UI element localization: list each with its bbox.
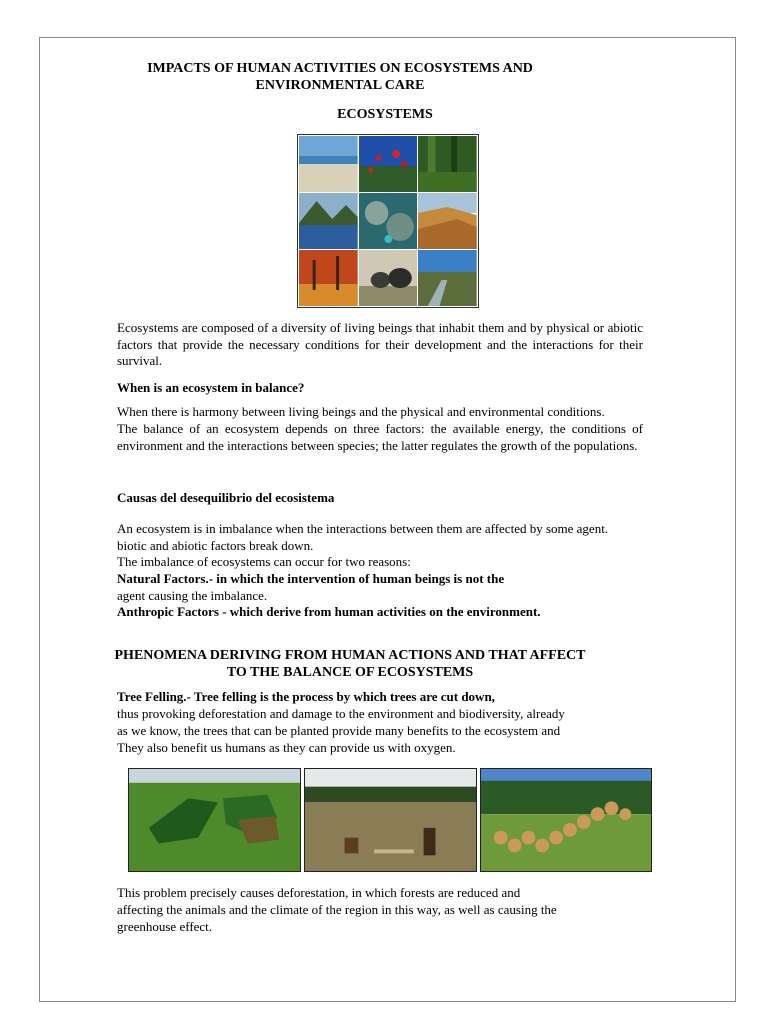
desert-image bbox=[418, 193, 477, 249]
balance-heading: When is an ecosystem in balance? bbox=[117, 380, 305, 395]
jungle-image bbox=[418, 136, 477, 192]
log-pile-image bbox=[480, 768, 652, 872]
mountain-lake-image bbox=[299, 193, 358, 249]
tree-felling-line-2: thus provoking deforestation and damage to the environment and biodiversity, already bbox=[117, 706, 565, 721]
tree-felling-line-1: Tree Felling.- Tree felling is the process by which trees are cut down, bbox=[117, 689, 495, 704]
balance-line: When there is harmony between living beings and the physical and environmental conditions. bbox=[117, 404, 605, 419]
ecosystems-image-mosaic bbox=[297, 134, 479, 308]
aerial-deforestation-image bbox=[128, 768, 301, 872]
autumn-forest-image bbox=[299, 250, 358, 306]
problem-line-2: affecting the animals and the climate of the region in this way, as well as causing the bbox=[117, 902, 557, 917]
elephants-image bbox=[359, 250, 418, 306]
anthropic-factors: Anthropic Factors - which derive from human activities on the environment. bbox=[117, 604, 541, 619]
clear-cut-forest-image bbox=[304, 768, 477, 872]
causes-line-3: The imbalance of ecosystems can occur for two reasons: bbox=[117, 554, 411, 569]
intro-paragraph: Ecosystems are composed of a diversity of living beings that inhabit them and by physical or abiotic factors that provide the necessary conditions for their development and the interactions for their survival. bbox=[117, 320, 643, 368]
document-page bbox=[39, 37, 736, 1002]
section-title-ecosystems: ECOSYSTEMS bbox=[337, 107, 433, 122]
savanna-river-image bbox=[418, 250, 477, 306]
coral-reef-image bbox=[359, 193, 418, 249]
causes-line-1: An ecosystem is in imbalance when the interactions between them are affected by some agent. bbox=[117, 521, 609, 536]
main-title: IMPACTS OF HUMAN ACTIVITIES ON ECOSYSTEMS AND ENVIRONMENTAL CARE bbox=[147, 61, 533, 93]
beach-image bbox=[299, 136, 358, 192]
causes-heading: Causas del desequilibrio del ecosistema bbox=[117, 490, 335, 505]
phenomena-title: PHENOMENA DERIVING FROM HUMAN ACTIONS AND THAT AFFECT TO THE BALANCE OF ECOSYSTEMS bbox=[114, 648, 586, 680]
natural-factors-line-2: agent causing the imbalance. bbox=[117, 588, 268, 603]
poppy-field-image bbox=[359, 136, 418, 192]
tree-felling-line-4: They also benefit us humans as they can provide us with oxygen. bbox=[117, 740, 456, 755]
problem-line-3: greenhouse effect. bbox=[117, 919, 213, 934]
balance-paragraph: The balance of an ecosystem depends on three factors: the available energy, the conditions of environment and the interactions between species; the latter regulates the growth of the populations. bbox=[117, 421, 643, 453]
natural-factors-line-1: Natural Factors.- in which the intervention of human beings is not the bbox=[117, 571, 505, 586]
problem-line-1: This problem precisely causes deforestation, in which forests are reduced and bbox=[117, 885, 521, 900]
tree-felling-line-3: as we know, the trees that can be planted provide many benefits to the ecosystem and bbox=[117, 723, 561, 738]
causes-line-2: biotic and abiotic factors break down. bbox=[117, 538, 314, 553]
